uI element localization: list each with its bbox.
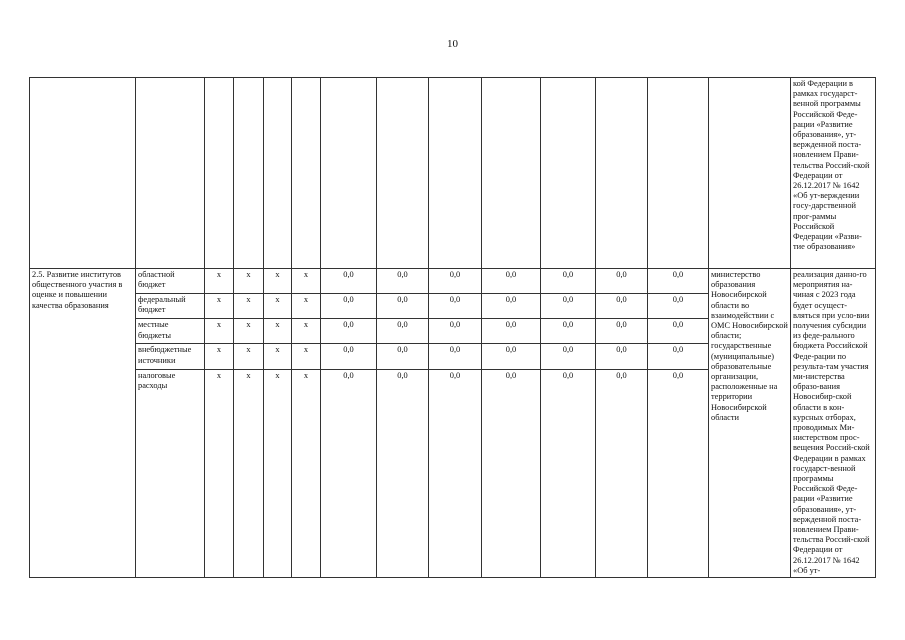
cell-empty (709, 78, 791, 269)
cell-x-mark: x (292, 369, 321, 577)
cell-amount: 0,0 (321, 344, 377, 369)
funding-source: налоговые расходы (136, 369, 205, 577)
continuation-note: кой Федерации в рамках государст-венной программы Российской Феде-рации «Развитие образования», ут-вержденной поста-новлением Прави-тельства Россий-ской Федерации от 26.12.2017 № 1642 «Об ут-верждении госу-дарственной прог-раммы Российской Федерации «Разви-тие образования» (791, 78, 876, 269)
cell-amount: 0,0 (596, 369, 648, 577)
cell-empty (482, 78, 541, 269)
cell-empty (541, 78, 596, 269)
cell-empty (377, 78, 429, 269)
cell-amount: 0,0 (429, 344, 482, 369)
program-table (29, 77, 876, 578)
cell-empty (234, 78, 264, 269)
cell-amount: 0,0 (482, 269, 541, 294)
cell-amount: 0,0 (596, 294, 648, 319)
cell-amount: 0,0 (541, 319, 596, 344)
cell-amount: 0,0 (321, 269, 377, 294)
cell-x-mark: x (292, 294, 321, 319)
funding-source: областной бюджет (136, 269, 205, 294)
page-number: 10 (447, 38, 458, 50)
funding-source: местные бюджеты (136, 319, 205, 344)
cell-amount: 0,0 (321, 369, 377, 577)
cell-amount: 0,0 (648, 369, 709, 577)
cell-x-mark: x (292, 344, 321, 369)
cell-x-mark: x (292, 269, 321, 294)
funding-source: внебюджетные источники (136, 344, 205, 369)
cell-empty (264, 78, 292, 269)
cell-x-mark: x (292, 319, 321, 344)
cell-amount: 0,0 (429, 269, 482, 294)
cell-amount: 0,0 (429, 294, 482, 319)
cell-x-mark: x (205, 294, 234, 319)
cell-x-mark: x (205, 319, 234, 344)
cell-amount: 0,0 (596, 344, 648, 369)
cell-amount: 0,0 (648, 294, 709, 319)
cell-amount: 0,0 (596, 319, 648, 344)
cell-amount: 0,0 (377, 369, 429, 577)
cell-empty (205, 78, 234, 269)
cell-x-mark: x (234, 319, 264, 344)
cell-x-mark: x (205, 369, 234, 577)
cell-amount: 0,0 (482, 344, 541, 369)
cell-amount: 0,0 (541, 269, 596, 294)
cell-amount: 0,0 (377, 344, 429, 369)
cell-x-mark: x (264, 319, 292, 344)
cell-amount: 0,0 (377, 269, 429, 294)
cell-amount: 0,0 (541, 344, 596, 369)
funding-row (30, 269, 876, 294)
cell-amount: 0,0 (482, 294, 541, 319)
cell-amount: 0,0 (377, 294, 429, 319)
cell-x-mark: x (264, 369, 292, 577)
cell-x-mark: x (234, 269, 264, 294)
cell-empty (30, 78, 136, 269)
cell-amount: 0,0 (429, 369, 482, 577)
executor: министерство образования Новосибирской области во взаимодействии с ОМС Новосибирской области; государственные (муниципальные) образовательные организации, расположенные на территории Новосибирской области (709, 269, 791, 578)
cell-amount: 0,0 (429, 319, 482, 344)
cell-x-mark: x (234, 344, 264, 369)
cell-amount: 0,0 (648, 344, 709, 369)
cell-empty (429, 78, 482, 269)
measure-note: реализация данно-го мероприятия на-чиная с 2023 года будет осущест-вляться при усло-вии получения субсидии из феде-рального бюджета Российской Феде-рации по результа-там участия ми-нистерства образо-вания Новосибир-ской области в кон-курсных отборах, проводимых Ми-нистерством прос-вещения Россий-ской Федерации в рамках государст-венной программы Российской Феде-рации «Развитие образования», ут-вержденной поста-новлением Прави-тельства Россий-ской Федерации от 26.12.2017 № 1642 «Об ут- (791, 269, 876, 578)
funding-source: федеральный бюджет (136, 294, 205, 319)
cell-x-mark: x (205, 269, 234, 294)
cell-empty (136, 78, 205, 269)
cell-amount: 0,0 (377, 319, 429, 344)
cell-x-mark: x (264, 344, 292, 369)
cell-x-mark: x (264, 269, 292, 294)
cell-amount: 0,0 (596, 269, 648, 294)
cell-amount: 0,0 (321, 294, 377, 319)
cell-amount: 0,0 (648, 269, 709, 294)
cell-empty (648, 78, 709, 269)
cell-x-mark: x (234, 369, 264, 577)
cell-x-mark: x (234, 294, 264, 319)
cell-empty (321, 78, 377, 269)
cell-empty (596, 78, 648, 269)
cell-x-mark: x (205, 344, 234, 369)
cell-x-mark: x (264, 294, 292, 319)
cell-amount: 0,0 (541, 294, 596, 319)
cell-empty (292, 78, 321, 269)
continuation-row (30, 78, 876, 269)
measure-title: 2.5. Развитие институтов общественного участия в оценке и повышении качества образования (30, 269, 136, 578)
cell-amount: 0,0 (541, 369, 596, 577)
cell-amount: 0,0 (482, 319, 541, 344)
cell-amount: 0,0 (648, 319, 709, 344)
cell-amount: 0,0 (321, 319, 377, 344)
cell-amount: 0,0 (482, 369, 541, 577)
